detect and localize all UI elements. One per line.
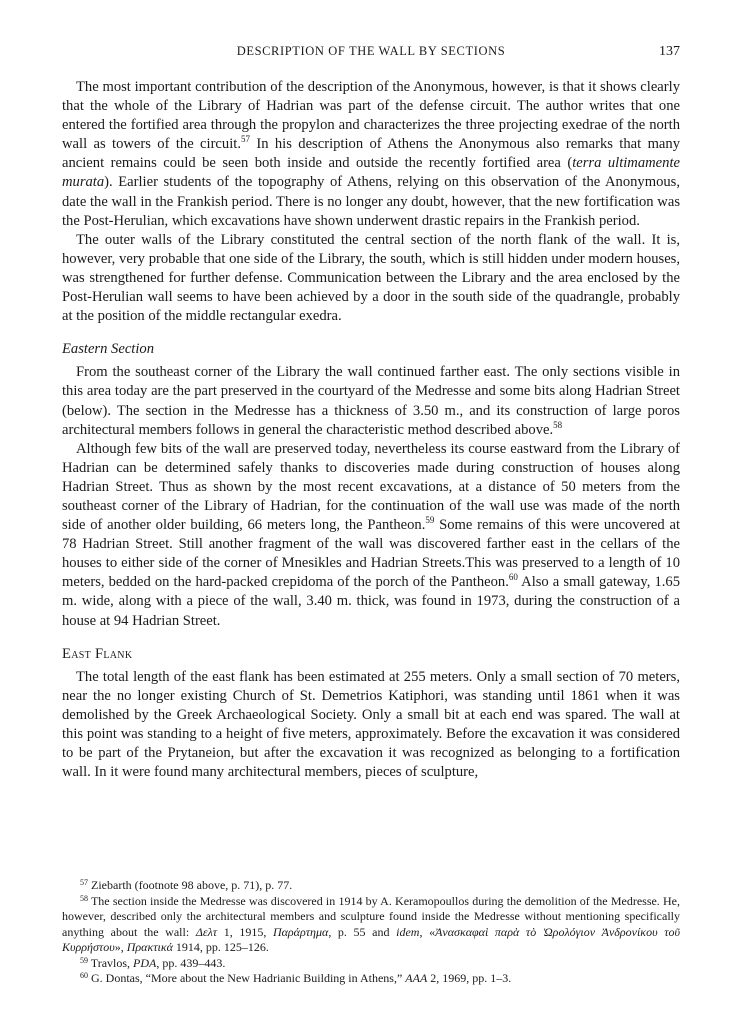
- footnote-ref-59[interactable]: 59: [425, 515, 435, 526]
- footnote-58: $^{58}$ The section inside the Medresse was discovered in 1914 by A. Keramopoullos during the demolition of the Medresse. He, however, described only the architectural members and sculpture found inside the Medresse without mentioning specifically anything about the wall: Δελτ 1, 1915, Παράρτημα, p. 55 and idem, «Ἀνασκαφαὶ παρὰ τὸ Ὡρολόγιον Ἀνδρονίκου τοῦ Κυρρήστου», Πρακτικά 1914, pp. 125–126.: [62, 893, 681, 954]
- italic-term: terra ultimamente murata: [62, 155, 680, 191]
- footnote-ref-60[interactable]: 60: [508, 572, 518, 583]
- footnote-ref-57[interactable]: 57: [240, 134, 250, 145]
- paragraph-eastern-section: From the southeast corner of the Library the wall continued farther east. The only sections visible in this area today are the part preserved in the courtyard of the Medresse and some bits along Hadrian Street (below). The section in the Medresse has a thickness of 3.50 m., and its construction of large poros architectural members follows in general the characteristic method described above.$^{58}$: [62, 364, 680, 438]
- page-number: 137: [659, 44, 680, 59]
- main-text: [62, 78, 680, 782]
- running-header: [62, 44, 680, 62]
- footnote-59: $^{59}$ Travlos, PDA, pp. 439–443.: [80, 955, 226, 970]
- paragraph-anonymous-contribution: The most important contribution of the description of the Anonymous, however, is that it shows clearly that the whole of the Library of Hadrian was part of the defense circuit. The author writes that one entered the fortified area through the propylon and characterizes the three projecting exedrae of the north wall as towers of the circuit.$^{57}$ In his description of Athens the Anonymous also remarks that many ancient remains could be seen both inside and outside the recently fortified area (terra ultimamente murata). Earlier students of the topography of Athens, relying on this observation of the Anonymous, date the wall in the Frankish period. There is no longer any doubt, however, that the new fortification was the Post-Herulian, which excavations have shown underwent drastic repairs in the Frankish period.: [62, 79, 680, 229]
- paragraph-library-walls: The outer walls of the Library constituted the central section of the north flank of the wall. It is, however, very probable that one side of the Library, the south, which is still hidden under modern houses, was strengthened for further defense. Communication between the Library and the area enclosed by the Post-Herulian wall seems to have been achieved by a door in the south side of the quadrangle, probably at the position of the middle rectangular exedra.: [62, 231, 680, 325]
- heading-east-flank: East Flank: [62, 645, 133, 662]
- paragraph-east-flank: The total length of the east flank has been estimated at 255 meters. Only a small section of 70 meters, near the no longer existing Church of St. Demetrios Katiphori, was standing until 1861 when it was demolished by the Greek Archaeological Society. Only a small bit at each end was spared. The wall at this point was standing to a height of five meters, approximately. Before the excavation it was considered to be part of the Prytaneion, but after the excavation it was recognized as belonging to a fortification wall. In it were found many architectural members, pieces of sculpture,: [62, 668, 680, 781]
- footnotes: [62, 878, 680, 987]
- footnote-60: $^{60}$ G. Dontas, “More about the New Hadrianic Building in Athens,” AAA 2, 1969, pp. 1–3.: [80, 971, 512, 985]
- heading-eastern-section: Eastern Section: [62, 341, 155, 358]
- running-head-title: DESCRIPTION OF THE WALL BY SECTIONS: [236, 44, 506, 58]
- paragraph-hadrian-street: Although few bits of the wall are preserved today, nevertheless its course eastward from the Library of Hadrian can be determined safely thanks to discoveries made during construction of houses along Hadrian Street. Thus as shown by the most recent excavations, at a distance of 50 meters from the southeast corner of the Library of Hadrian, for the continuation of the wall use was made of the north side of another older building, 66 meters long, the Pantheon.$^{59}$ Some remains of this were uncovered at 78 Hadrian Street. Still another fragment of the wall was discovered farther east in the cellars of the houses to either side of the corner of Mnesikles and Hadrian Streets.This was preserved to a length of 10 meters, bedded on the hard-packed crepidoma of the porch of the Pantheon.$^{60}$ Also a small gateway, 1.65 m. wide, along with a piece of the wall, 3.40 m. thick, was found in 1973, during the construction of a house at 94 Hadrian Street.: [62, 440, 680, 629]
- footnote-57: $^{57}$ Ziebarth (footnote 98 above, p. 71), p. 77.: [80, 878, 293, 892]
- footnote-ref-58[interactable]: 58: [553, 419, 563, 430]
